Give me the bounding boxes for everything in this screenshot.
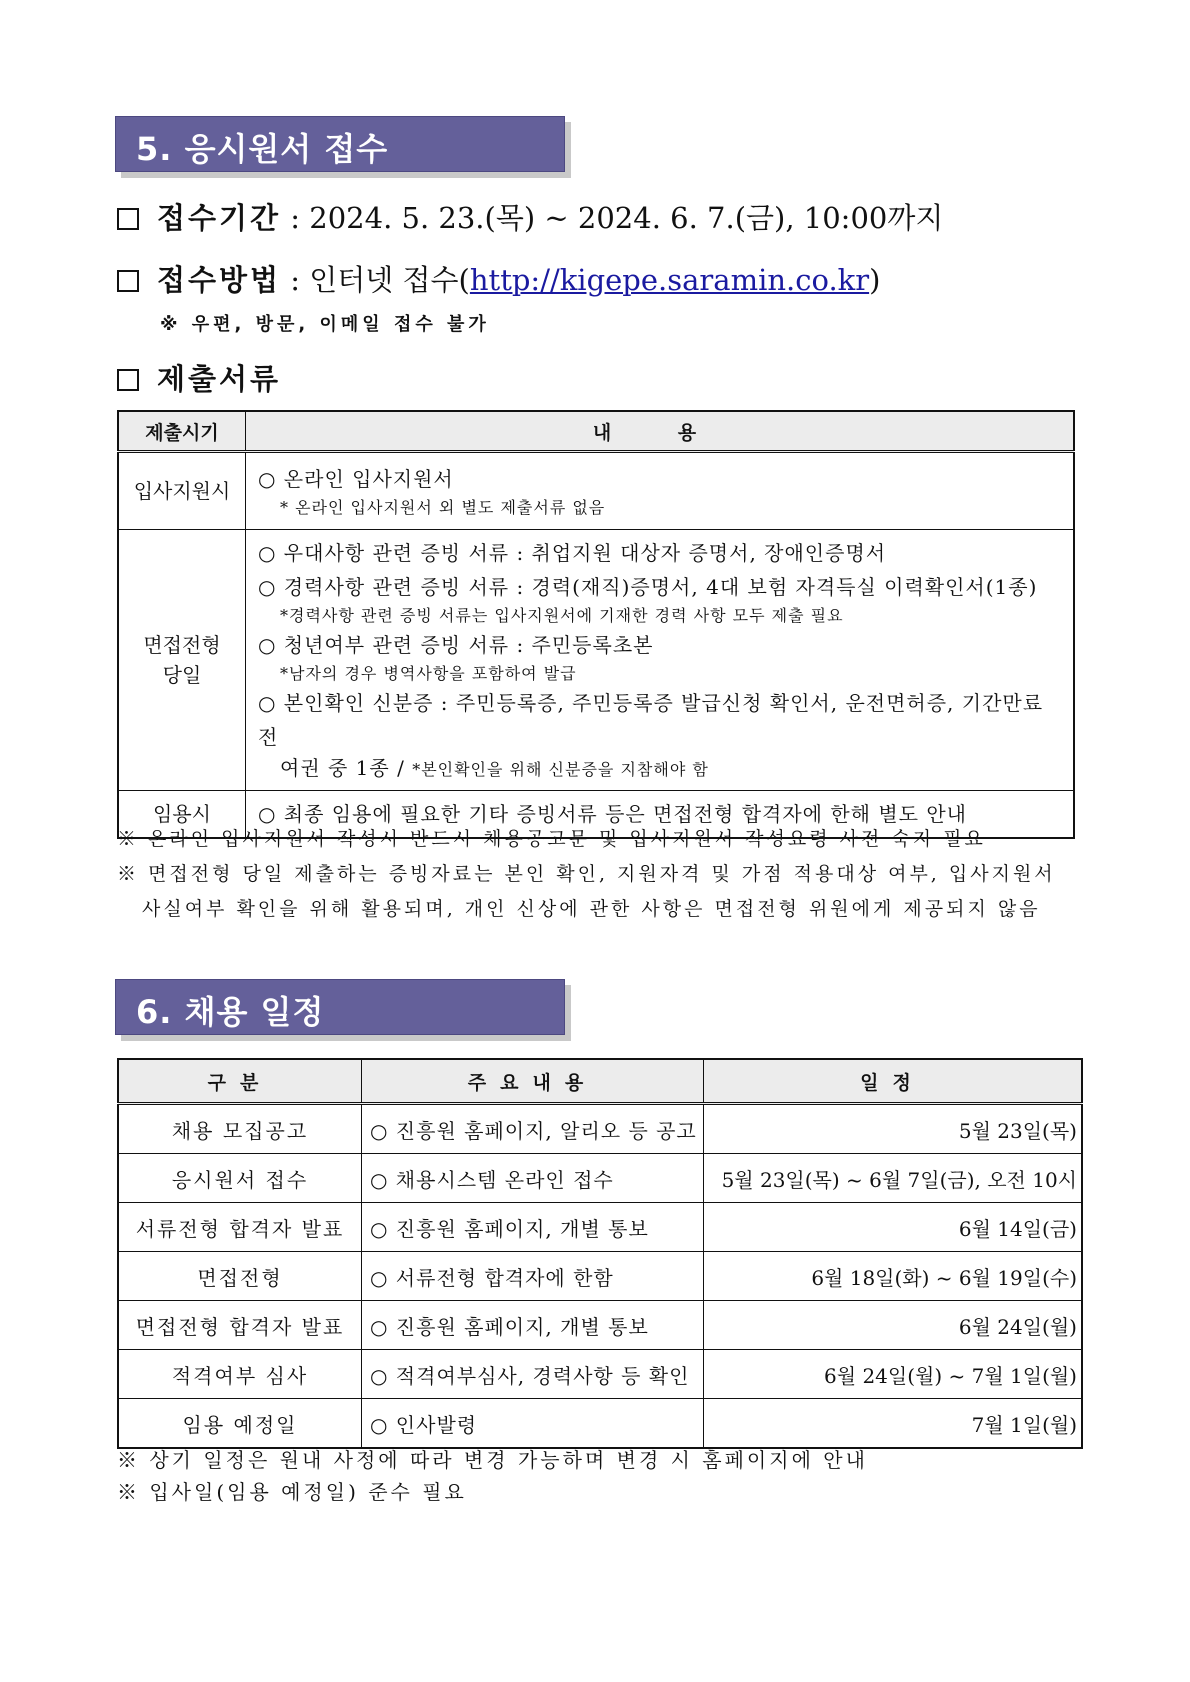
list-item: ○ 경력사항 관련 증빙 서류 : 경력(재직)증명서, 4대 보험 자격득실 이력확인서(1종) (258, 575, 1038, 599)
list-item-continuation (258, 754, 1061, 784)
column-header: 내 용 (246, 411, 1075, 452)
date-cell: 6월 18일(화) ~ 6월 19일(수) (704, 1252, 1083, 1301)
stage-cell: 채용 모집공고 (118, 1104, 362, 1154)
timing-cell: 임용시 (118, 791, 246, 839)
list-item-note: *경력사항 관련 증빙 서류는 입사지원서에 기재한 경력 사항 모두 제출 필요 (280, 606, 844, 625)
checkbox-icon (117, 208, 139, 230)
list-item: ○ 온라인 입사지원서 (258, 467, 454, 491)
date-cell: 5월 23일(목) ~ 6월 7일(금), 오전 10시 (704, 1154, 1083, 1203)
content-cell: ○ 진흥원 홈페이지, 개별 통보 (362, 1301, 704, 1350)
list-item-note: *본인확인을 위해 신분증을 지참해야 함 (412, 760, 709, 779)
method-note: ※ 우편, 방문, 이메일 접수 불가 (160, 314, 490, 335)
checkbox-icon (117, 270, 139, 292)
list-item: ○ 청년여부 관련 증빙 서류 : 주민등록초본 (258, 633, 654, 657)
table-row (118, 1154, 1082, 1203)
section-6-title: 6. 채용 일정 (136, 993, 325, 1031)
table-row (118, 1350, 1082, 1399)
stage-cell: 서류전형 합격자 발표 (118, 1203, 362, 1252)
period-label: 접수기간 (157, 201, 282, 235)
application-method (117, 258, 880, 299)
list-item-note: * 온라인 입사지원서 외 별도 제출서류 없음 (280, 498, 606, 517)
table-row (118, 1301, 1082, 1350)
documents-heading (117, 357, 281, 398)
content-cell: ○ 적격여부심사, 경력사항 등 확인 (362, 1350, 704, 1399)
table-header-row (118, 411, 1074, 452)
application-link[interactable]: http://kigepe.saramin.co.kr (469, 263, 870, 297)
schedule-table (117, 1058, 1083, 1449)
list-item-note: *남자의 경우 병역사항을 포함하여 발급 (280, 664, 577, 683)
table-row (118, 1252, 1082, 1301)
application-period (117, 196, 943, 237)
section-5-note: ※ 면접전형 당일 제출하는 증빙자료는 본인 확인, 지원자격 및 가점 적용대상 여부, 입사지원서 (117, 863, 1056, 885)
list-item: ○ 본인확인 신분증 : 주민등록증, 주민등록증 발급신청 확인서, 운전면허증, 기간만료 전 (258, 691, 1044, 749)
date-cell: 5월 23일(목) (704, 1104, 1083, 1154)
documents-table (117, 410, 1075, 839)
timing-cell: 입사지원시 (118, 452, 246, 530)
section-5-note: 사실여부 확인을 위해 활용되며, 개인 신상에 관한 사항은 면접전형 위원에게 제공되지 않음 (142, 898, 1041, 920)
table-header-row (118, 1059, 1082, 1104)
stage-cell: 면접전형 합격자 발표 (118, 1301, 362, 1350)
column-header: 구분 (118, 1059, 362, 1104)
date-cell: 6월 24일(월) ~ 7월 1일(월) (704, 1350, 1083, 1399)
list-item: ○ 최종 임용에 필요한 기타 증빙서류 등은 면접전형 합격자에 한해 별도 안내 (258, 802, 967, 826)
table-row (118, 530, 1074, 791)
stage-cell: 면접전형 (118, 1252, 362, 1301)
list-item: ○ 우대사항 관련 증빙 서류 : 취업지원 대상자 증명서, 장애인증명서 (258, 541, 887, 565)
list-item-text: 여권 중 1종 / (280, 756, 413, 780)
stage-cell: 적격여부 심사 (118, 1350, 362, 1399)
column-header: 주요내용 (362, 1059, 704, 1104)
content-cell: ○ 진흥원 홈페이지, 개별 통보 (362, 1203, 704, 1252)
content-cell (246, 530, 1075, 791)
date-cell: 6월 24일(월) (704, 1301, 1083, 1350)
content-cell: ○ 서류전형 합격자에 한함 (362, 1252, 704, 1301)
date-cell: 6월 14일(금) (704, 1203, 1083, 1252)
table-row (118, 1399, 1082, 1449)
timing-label: 면접전형 당일 (143, 633, 221, 687)
section-5-note: ※ 온라인 입사지원서 작성시 반드시 채용공고문 및 입사지원서 작성요령 사전 숙지 필요 (117, 828, 986, 850)
section-6-note: ※ 입사일(임용 예정일) 준수 필요 (117, 1480, 467, 1504)
timing-cell (118, 530, 246, 791)
column-header: 일정 (704, 1059, 1083, 1104)
stage-cell: 임용 예정일 (118, 1399, 362, 1449)
content-cell: ○ 채용시스템 온라인 접수 (362, 1154, 704, 1203)
table-row (118, 1203, 1082, 1252)
date-cell: 7월 1일(월) (704, 1399, 1083, 1449)
method-prefix: : 인터넷 접수( (281, 263, 470, 297)
stage-cell: 응시원서 접수 (118, 1154, 362, 1203)
checkbox-icon (117, 369, 139, 391)
table-row (118, 1104, 1082, 1154)
content-cell (246, 452, 1075, 530)
method-label: 접수방법 (157, 263, 282, 297)
section-5-header (115, 116, 565, 172)
content-cell: ○ 인사발령 (362, 1399, 704, 1449)
content-cell: ○ 진흥원 홈페이지, 알리오 등 공고 (362, 1104, 704, 1154)
section-6-note: ※ 상기 일정은 원내 사정에 따라 변경 가능하며 변경 시 홈페이지에 안내 (117, 1448, 868, 1472)
section-5-title: 5. 응시원서 접수 (136, 130, 389, 168)
period-value: : 2024. 5. 23.(목) ~ 2024. 6. 7.(금), 10:00까지 (281, 201, 944, 235)
documents-label: 제출서류 (157, 362, 282, 396)
section-6-header (115, 979, 565, 1035)
column-header: 제출시기 (118, 411, 246, 452)
table-row (118, 452, 1074, 530)
method-suffix: ) (869, 263, 881, 297)
